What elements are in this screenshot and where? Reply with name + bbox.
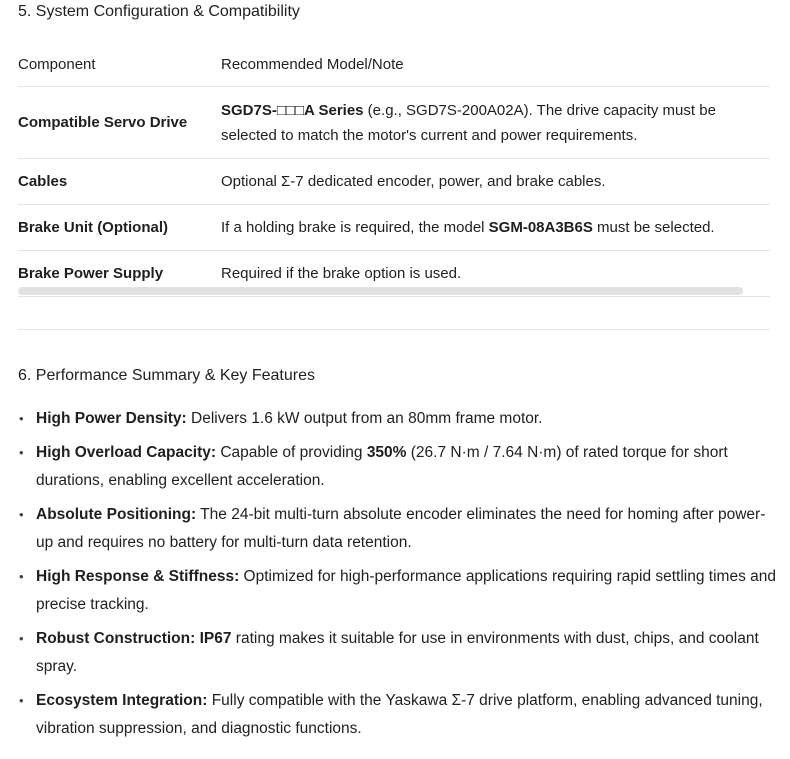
table-row — [18, 205, 770, 251]
list-item — [18, 687, 778, 743]
note-cell — [221, 87, 770, 159]
bullet-icon: • — [19, 631, 24, 646]
component-cell: Compatible Servo Drive — [18, 114, 188, 131]
section-5-heading: 5. System Configuration & Compatibility — [18, 3, 300, 20]
column-header-component: Component — [18, 55, 96, 73]
section-divider — [18, 329, 770, 330]
feature-text: (26.7 N·m / 7.64 N·m) of rated torque for short durations, enabling excellent acceleration. — [36, 444, 728, 489]
list-item — [18, 405, 778, 433]
feature-text: rating makes it suitable for use in environments with dust, chips, and coolant spray. — [36, 630, 759, 675]
note-bold: SGD7S-□□□A Series — [221, 101, 364, 119]
feature-text: The 24-bit multi-turn absolute encoder eliminates the need for homing after power-up and requires no battery for multi-turn data retention. — [36, 506, 766, 551]
features-list — [18, 405, 778, 749]
feature-text: Capable of providing — [216, 444, 367, 461]
bullet-icon: • — [19, 569, 24, 584]
feature-label: Robust Construction: — [36, 630, 196, 647]
note-text: If a holding brake is required, the model — [221, 219, 489, 236]
list-item — [18, 625, 778, 681]
table-header-row — [18, 42, 770, 87]
compatibility-table — [18, 42, 770, 296]
feature-text: Fully compatible with the Yaskawa Σ-7 drive platform, enabling advanced tuning, vibration suppression, and diagnostic functions. — [36, 692, 763, 737]
column-header-note: Recommended Model/Note — [221, 55, 404, 73]
feature-label: High Overload Capacity: — [36, 444, 217, 461]
section-6-heading: 6. Performance Summary & Key Features — [18, 367, 315, 384]
feature-label: High Power Density: — [36, 410, 187, 427]
note-cell: Required if the brake option is used. — [221, 265, 462, 282]
list-item — [18, 563, 778, 619]
note-text: (e.g., SGD7S-200A02A). The drive capacity must be selected to match the motor's current and power requirements. — [221, 101, 716, 144]
feature-label: High Response & Stiffness: — [36, 568, 240, 585]
feature-bold: IP67 — [195, 630, 232, 647]
feature-label: Absolute Positioning: — [36, 506, 197, 523]
component-cell: Cables — [18, 173, 68, 190]
feature-bold: 350% — [366, 444, 407, 461]
table-row — [18, 159, 770, 205]
feature-text: Delivers 1.6 kW output from an 80mm frame motor. — [186, 410, 543, 427]
feature-text: Optimized for high-performance applications requiring rapid settling times and precise tracking. — [36, 568, 776, 613]
note-cell — [221, 205, 770, 251]
component-cell: Brake Unit (Optional) — [18, 219, 169, 236]
bullet-icon: • — [19, 507, 24, 522]
component-cell: Brake Power Supply — [18, 265, 164, 282]
table-row — [18, 87, 770, 159]
bullet-icon: • — [19, 411, 24, 426]
feature-label: Ecosystem Integration: — [36, 692, 208, 709]
note-text: must be selected. — [592, 219, 715, 236]
list-item — [18, 501, 778, 557]
bullet-icon: • — [19, 693, 24, 708]
note-bold: SGM-08A3B6S — [488, 219, 593, 236]
list-item — [18, 439, 778, 495]
note-cell: Optional Σ-7 dedicated encoder, power, and brake cables. — [221, 173, 606, 190]
horizontal-scrollbar[interactable] — [18, 287, 743, 295]
bullet-icon: • — [19, 445, 24, 460]
table-bottom-border — [18, 296, 770, 297]
